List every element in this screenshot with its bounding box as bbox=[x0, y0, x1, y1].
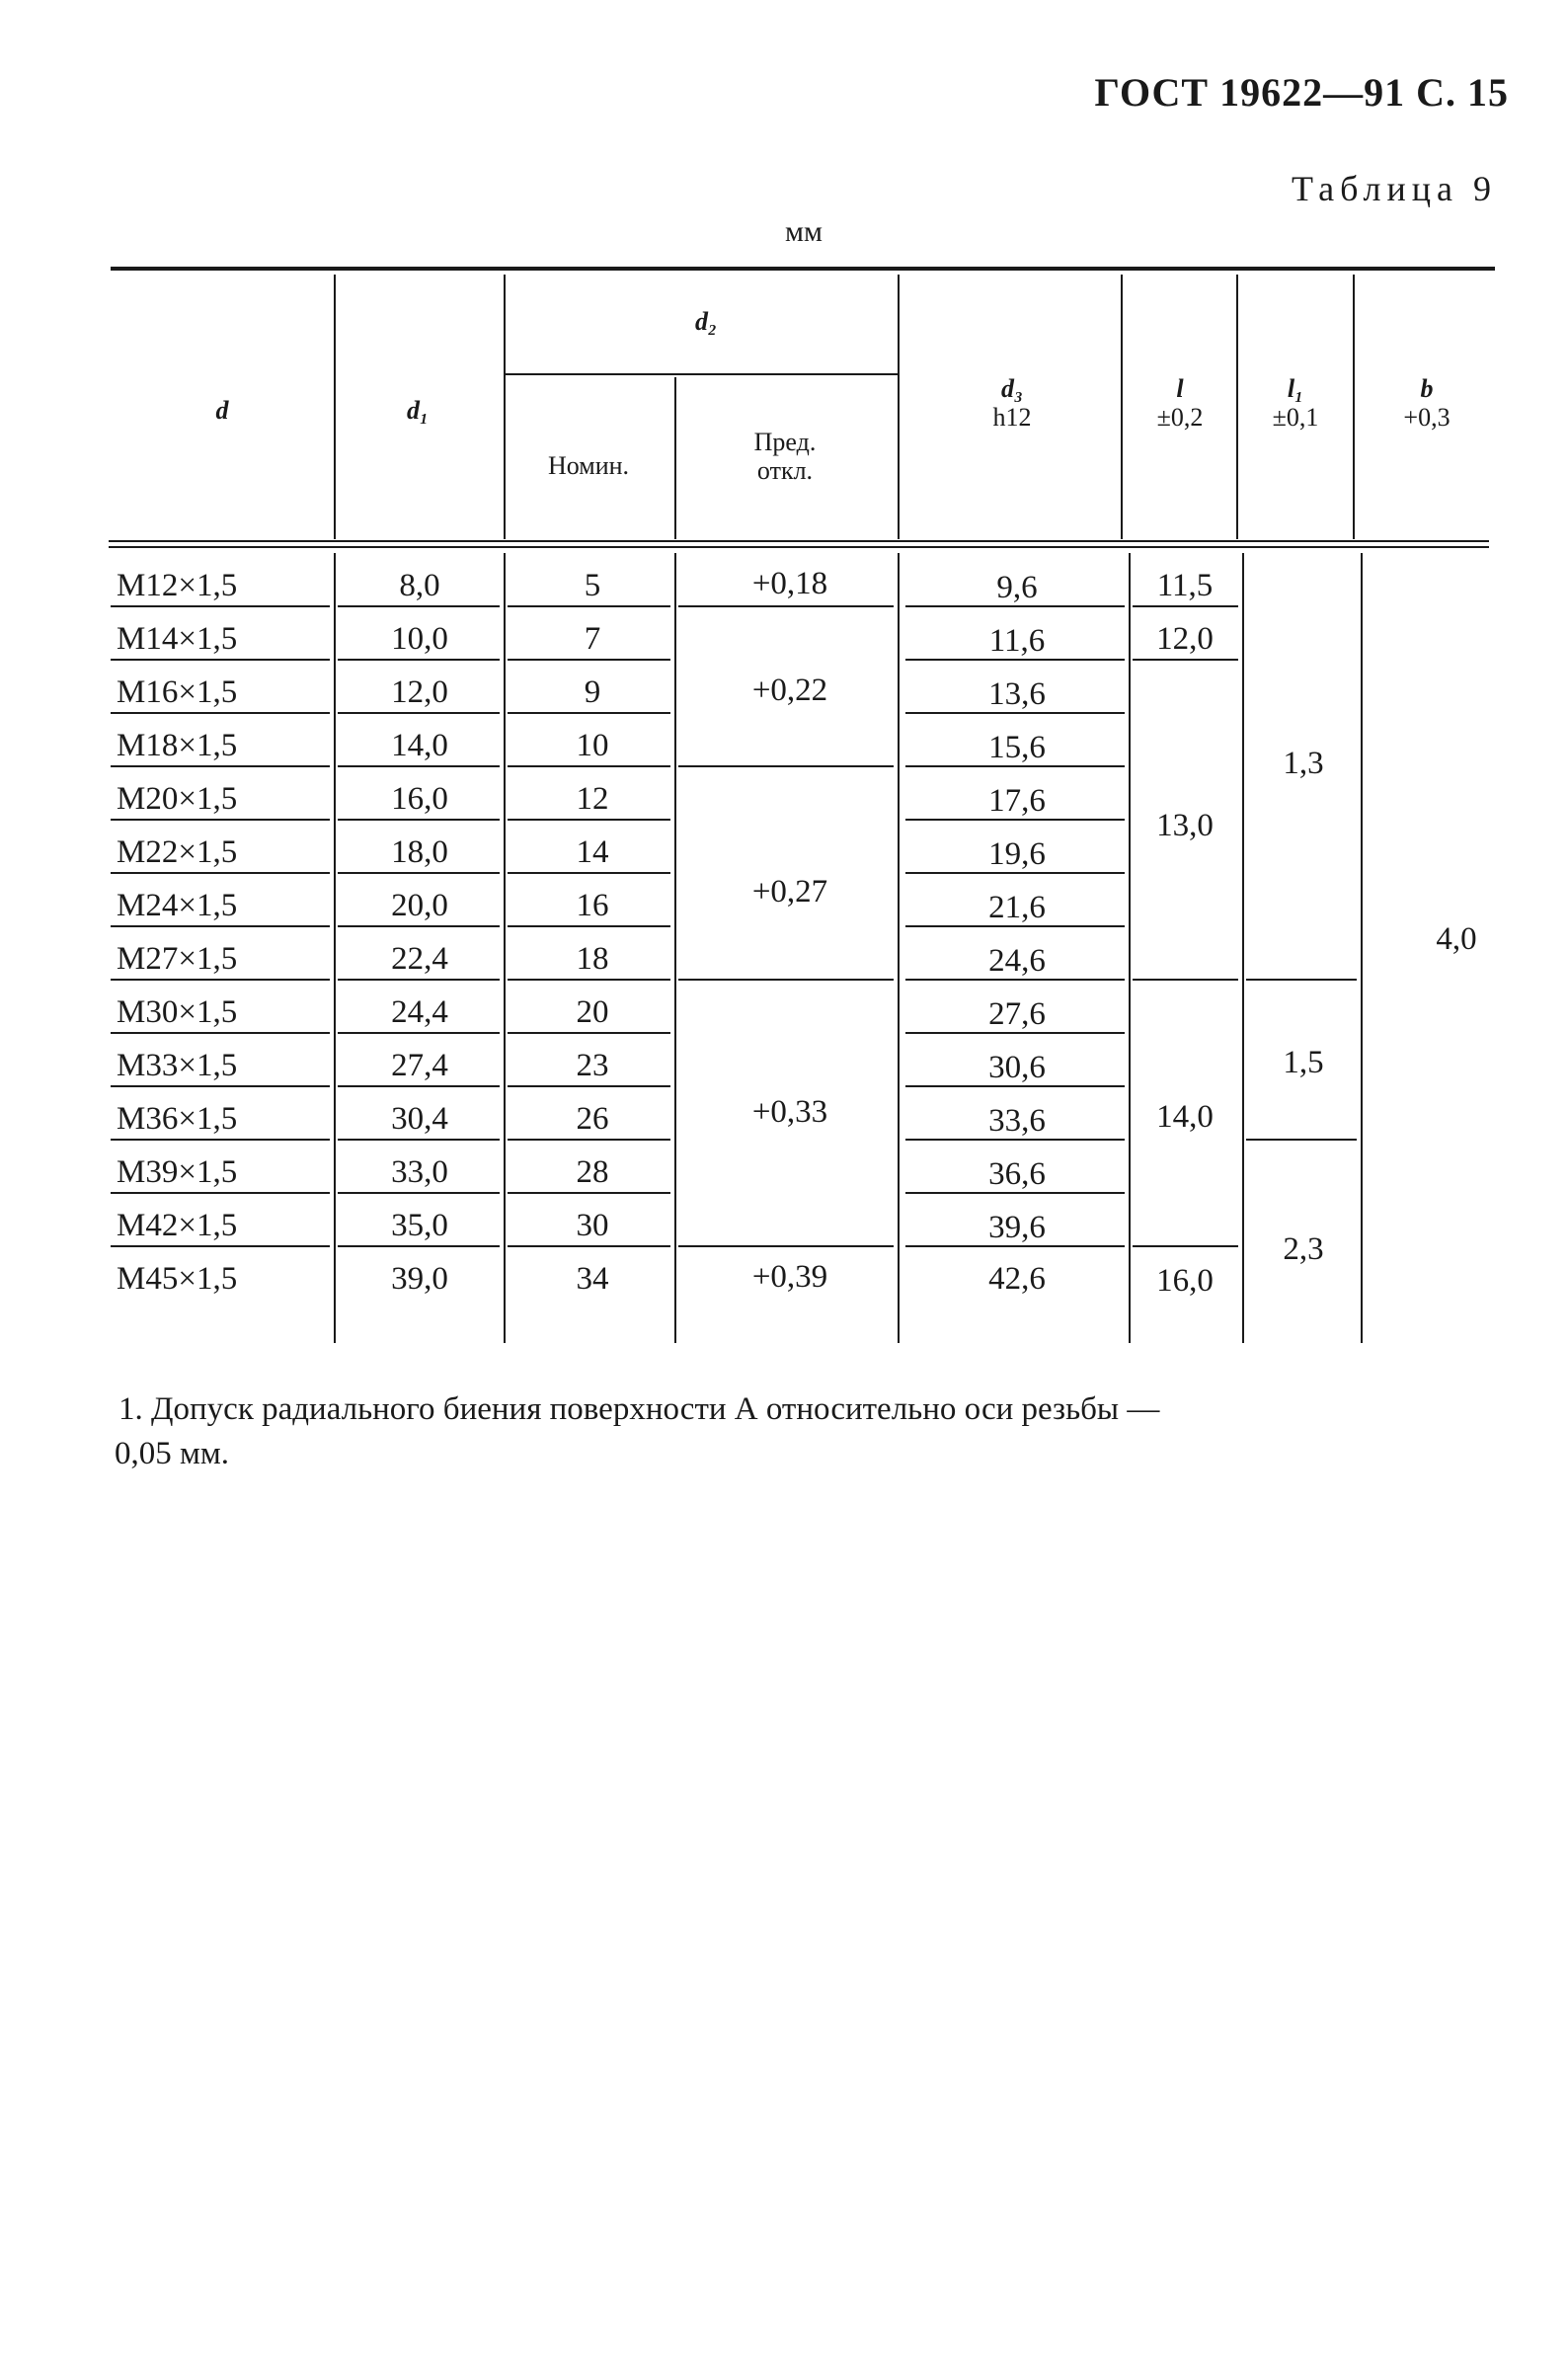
cell-l: 11,5 bbox=[1156, 568, 1214, 603]
table-top-rule bbox=[111, 267, 1495, 271]
row-rule bbox=[338, 659, 500, 661]
cell-d3: 30,6 bbox=[988, 1050, 1046, 1085]
table-header-rule-2 bbox=[109, 546, 1489, 548]
cell-d3: 15,6 bbox=[988, 730, 1046, 765]
group-rule bbox=[678, 605, 894, 607]
header-divider bbox=[898, 275, 900, 539]
row-rule bbox=[905, 925, 1125, 927]
cell-d2-nom: 7 bbox=[584, 621, 601, 657]
group-rule bbox=[678, 765, 894, 767]
header-divider bbox=[1121, 275, 1123, 539]
header-divider bbox=[504, 275, 506, 539]
cell-d1: 12,0 bbox=[391, 674, 448, 710]
cell-d1: 35,0 bbox=[391, 1208, 448, 1243]
cell-d2-nom: 20 bbox=[576, 994, 609, 1030]
group-rule bbox=[1246, 979, 1357, 981]
row-rule bbox=[508, 712, 670, 714]
row-rule bbox=[905, 1032, 1125, 1034]
cell-d1: 20,0 bbox=[391, 888, 448, 923]
cell-d1: 14,0 bbox=[391, 728, 448, 763]
row-rule bbox=[338, 1032, 500, 1034]
row-rule bbox=[111, 819, 330, 821]
row-rule bbox=[508, 765, 670, 767]
cell-d2-nom: 9 bbox=[584, 674, 601, 710]
cell-d2-nom: 5 bbox=[584, 568, 601, 603]
header-l: l ±0,2 bbox=[1156, 374, 1204, 432]
cell-d3: 21,6 bbox=[988, 890, 1046, 925]
cell-d2-tol: +0,27 bbox=[751, 874, 828, 910]
row-rule bbox=[338, 925, 500, 927]
body-divider bbox=[504, 553, 506, 1343]
header-d2: d₂ bbox=[694, 307, 718, 336]
cell-l: 12,0 bbox=[1156, 621, 1214, 657]
cell-d2-tol: +0,22 bbox=[751, 673, 828, 708]
row-rule bbox=[508, 1245, 670, 1247]
cell-d3: 42,6 bbox=[988, 1261, 1046, 1297]
cell-d: M18×1,5 bbox=[117, 728, 238, 763]
header-divider bbox=[674, 377, 676, 539]
header-l1: l₁ ±0,1 bbox=[1272, 374, 1319, 432]
group-rule bbox=[1246, 1139, 1357, 1141]
row-rule bbox=[338, 1192, 500, 1194]
cell-l: 13,0 bbox=[1156, 808, 1214, 843]
cell-d: M39×1,5 bbox=[117, 1154, 238, 1190]
row-rule bbox=[111, 925, 330, 927]
cell-d: M24×1,5 bbox=[117, 888, 238, 923]
row-rule bbox=[111, 605, 330, 607]
cell-d3: 39,6 bbox=[988, 1210, 1046, 1245]
header-d1: d₁ bbox=[406, 396, 430, 425]
cell-d1: 27,4 bbox=[391, 1048, 448, 1083]
table-header-rule-1 bbox=[109, 540, 1489, 542]
body-divider bbox=[898, 553, 900, 1343]
cell-d: M45×1,5 bbox=[117, 1261, 238, 1297]
row-rule bbox=[338, 1085, 500, 1087]
cell-l: 16,0 bbox=[1156, 1263, 1214, 1299]
cell-d2-nom: 34 bbox=[576, 1261, 609, 1297]
footnote bbox=[115, 1387, 1501, 1475]
footnote-line-1: 1. Допуск радиального биения поверхности А относительно оси резьбы — bbox=[118, 1391, 1160, 1427]
cell-d2-nom: 30 bbox=[576, 1208, 609, 1243]
row-rule bbox=[905, 712, 1125, 714]
row-rule bbox=[508, 925, 670, 927]
cell-d: M36×1,5 bbox=[117, 1101, 238, 1137]
cell-d1: 24,4 bbox=[391, 994, 448, 1030]
footnote-line-2: 0,05 мм. bbox=[115, 1435, 230, 1471]
cell-d: M20×1,5 bbox=[117, 781, 238, 817]
cell-d: M16×1,5 bbox=[117, 674, 238, 710]
body-divider bbox=[1242, 553, 1244, 1343]
cell-d2-nom: 23 bbox=[576, 1048, 609, 1083]
cell-d: M42×1,5 bbox=[117, 1208, 238, 1243]
row-rule bbox=[905, 1139, 1125, 1141]
units-label: мм bbox=[785, 215, 823, 248]
cell-d: M27×1,5 bbox=[117, 941, 238, 977]
group-rule bbox=[1133, 1245, 1238, 1247]
cell-l1: 2,3 bbox=[1283, 1231, 1324, 1267]
cell-d3: 11,6 bbox=[988, 623, 1046, 659]
row-rule bbox=[338, 979, 500, 981]
row-rule bbox=[338, 819, 500, 821]
cell-d2-nom: 12 bbox=[576, 781, 609, 817]
cell-d3: 36,6 bbox=[988, 1156, 1046, 1192]
row-rule bbox=[111, 1245, 330, 1247]
row-rule bbox=[111, 1032, 330, 1034]
cell-d3: 24,6 bbox=[988, 943, 1046, 979]
row-rule bbox=[111, 712, 330, 714]
row-rule bbox=[905, 765, 1125, 767]
table-title: Таблица 9 bbox=[1292, 169, 1497, 208]
cell-d2-nom: 14 bbox=[576, 834, 609, 870]
row-rule bbox=[338, 712, 500, 714]
cell-d2-nom: 26 bbox=[576, 1101, 609, 1137]
row-rule bbox=[508, 605, 670, 607]
row-rule bbox=[508, 1139, 670, 1141]
page-header: ГОСТ 19622—91 С. 15 bbox=[1094, 70, 1509, 115]
row-rule bbox=[508, 1085, 670, 1087]
row-rule bbox=[905, 872, 1125, 874]
cell-d2-nom: 16 bbox=[576, 888, 609, 923]
row-rule bbox=[905, 1192, 1125, 1194]
cell-l: 14,0 bbox=[1156, 1099, 1214, 1135]
group-rule bbox=[678, 1245, 894, 1247]
cell-d3: 17,6 bbox=[988, 783, 1046, 819]
row-rule bbox=[338, 872, 500, 874]
header-b: b +0,3 bbox=[1403, 374, 1450, 432]
cell-d2-tol: +0,33 bbox=[751, 1094, 828, 1130]
cell-d2-nom: 10 bbox=[576, 728, 609, 763]
row-rule bbox=[508, 979, 670, 981]
row-rule bbox=[905, 819, 1125, 821]
row-rule bbox=[905, 1085, 1125, 1087]
row-rule bbox=[111, 1192, 330, 1194]
cell-d3: 13,6 bbox=[988, 676, 1046, 712]
row-rule bbox=[905, 1245, 1125, 1247]
cell-l1: 1,3 bbox=[1283, 746, 1324, 781]
body-divider bbox=[334, 553, 336, 1343]
row-rule bbox=[338, 1245, 500, 1247]
header-divider bbox=[1353, 275, 1355, 539]
row-rule bbox=[111, 979, 330, 981]
row-rule bbox=[905, 659, 1125, 661]
cell-d2-tol: +0,39 bbox=[751, 1259, 828, 1295]
cell-d2-nom: 18 bbox=[576, 941, 609, 977]
cell-d1: 8,0 bbox=[399, 568, 440, 603]
cell-d: M14×1,5 bbox=[117, 621, 238, 657]
cell-d: M12×1,5 bbox=[117, 568, 238, 603]
row-rule bbox=[338, 1139, 500, 1141]
header-d: d bbox=[215, 396, 229, 425]
cell-d1: 33,0 bbox=[391, 1154, 448, 1190]
row-rule bbox=[111, 1085, 330, 1087]
row-rule bbox=[111, 659, 330, 661]
cell-d3: 33,6 bbox=[988, 1103, 1046, 1139]
row-rule bbox=[508, 872, 670, 874]
row-rule bbox=[111, 872, 330, 874]
row-rule bbox=[338, 605, 500, 607]
group-rule bbox=[1133, 605, 1238, 607]
cell-d1: 30,4 bbox=[391, 1101, 448, 1137]
cell-d2-nom: 28 bbox=[576, 1154, 609, 1190]
header-divider bbox=[1236, 275, 1238, 539]
row-rule bbox=[905, 605, 1125, 607]
cell-d3: 27,6 bbox=[988, 996, 1046, 1032]
group-rule bbox=[1133, 659, 1238, 661]
cell-d: M30×1,5 bbox=[117, 994, 238, 1030]
cell-d3: 19,6 bbox=[988, 836, 1046, 872]
cell-d1: 22,4 bbox=[391, 941, 448, 977]
row-rule bbox=[111, 765, 330, 767]
row-rule bbox=[508, 1032, 670, 1034]
row-rule bbox=[905, 979, 1125, 981]
cell-d1: 10,0 bbox=[391, 621, 448, 657]
group-rule bbox=[1133, 979, 1238, 981]
row-rule bbox=[508, 659, 670, 661]
cell-b: 4,0 bbox=[1436, 921, 1477, 957]
cell-d1: 39,0 bbox=[391, 1261, 448, 1297]
header-d3: d₃ h12 bbox=[992, 374, 1032, 432]
cell-l1: 1,5 bbox=[1283, 1045, 1324, 1080]
cell-d1: 16,0 bbox=[391, 781, 448, 817]
body-divider bbox=[674, 553, 676, 1343]
row-rule bbox=[508, 819, 670, 821]
row-rule bbox=[508, 1192, 670, 1194]
body-divider bbox=[1129, 553, 1131, 1343]
cell-d2-tol: +0,18 bbox=[751, 566, 828, 601]
row-rule bbox=[338, 765, 500, 767]
header-divider bbox=[334, 275, 336, 539]
header-d2-nom: Номин. bbox=[547, 451, 630, 480]
header-d2-tol: Пред. откл. bbox=[753, 428, 817, 485]
cell-d: M33×1,5 bbox=[117, 1048, 238, 1083]
cell-d3: 9,6 bbox=[996, 570, 1038, 605]
header-d2-rule bbox=[506, 373, 898, 375]
group-rule bbox=[678, 979, 894, 981]
cell-d1: 18,0 bbox=[391, 834, 448, 870]
body-divider bbox=[1361, 553, 1363, 1343]
cell-d: M22×1,5 bbox=[117, 834, 238, 870]
row-rule bbox=[111, 1139, 330, 1141]
